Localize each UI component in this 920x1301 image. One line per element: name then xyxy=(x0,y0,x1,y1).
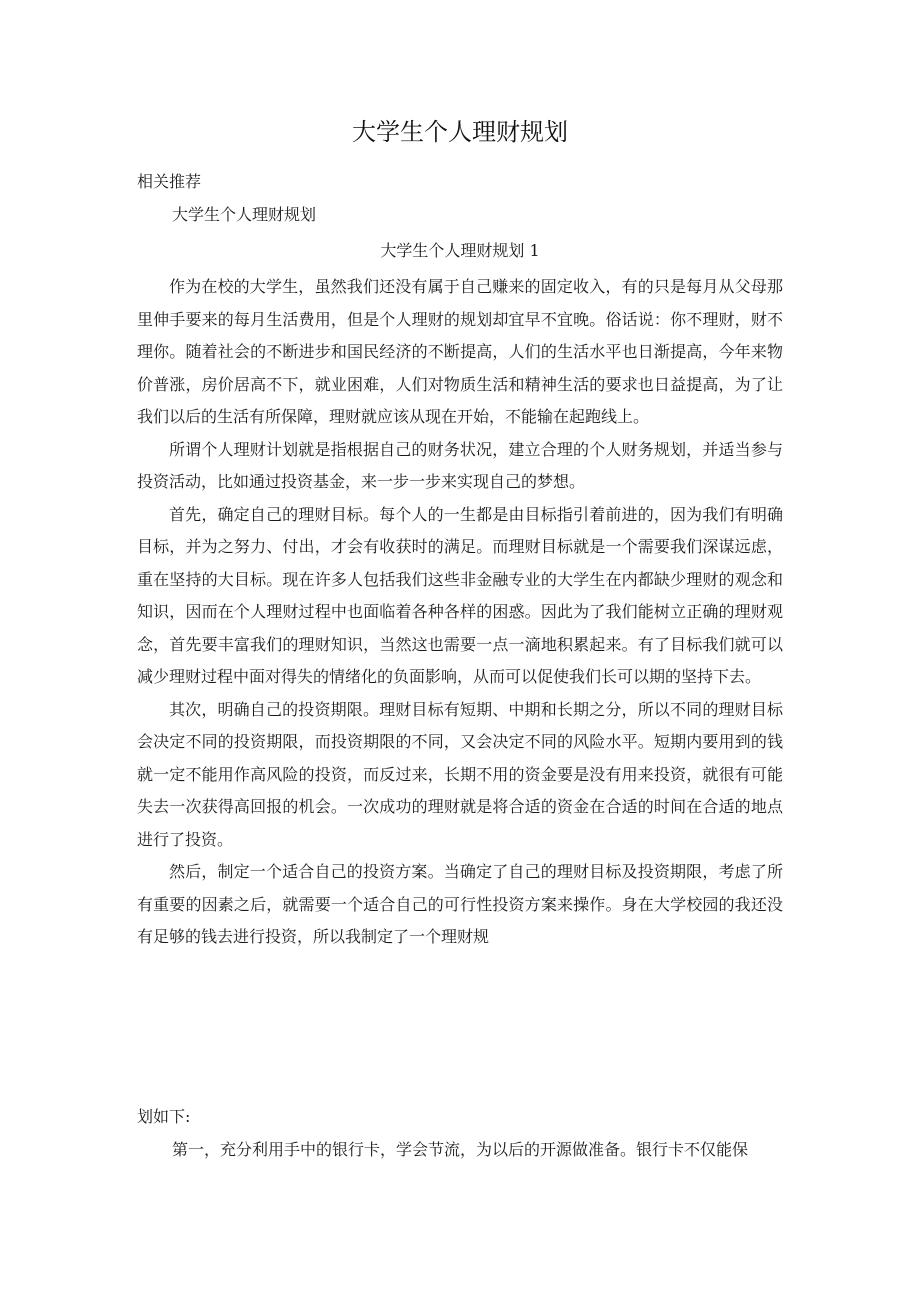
section-heading: 大学生个人理财规划 1 xyxy=(380,241,540,260)
paragraph-last: 第一，充分利用手中的银行卡，学会节流，为以后的开源做准备。银行卡不仅能保 xyxy=(172,1140,749,1159)
paragraph: 其次，明确自己的投资期限。理财目标有短期、中期和长期之分，所以不同的理财目标会决定不同的投资期限，而投资期限的不同，又会决定不同的风险水平。短期内要用到的钱就一定不能用作高风险的投资，而反过来，长期不用的资金要是没有用来投资，就很有可能失去一次获得高回报的机会。一次成功的理财就是将合适的资金在合适的时间在合适的地点进行了投资。 xyxy=(137,699,783,849)
paragraph: 首先，确定自己的理财目标。每个人的一生都是由目标指引着前进的，因为我们有明确目标，并为之努力、付出，才会有收获时的满足。而理财目标就是一个需要我们深谋远虑，重在坚持的大目标。现在许多人包括我们这些非金融专业的大学生在内都缺少理财的观念和知识，因而在个人理财过程中也面临着各种各样的困惑。因此为了我们能树立正确的理财观念，首先要丰富我们的理财知识，当然这也需要一点一滴地积累起来。有了目标我们就可以减少理财过程中面对得失的情绪化的负面影响，从而可以促使我们长可以期的坚持下去。 xyxy=(137,504,783,686)
document-title: 大学生个人理财规划 xyxy=(352,118,568,146)
paragraph: 所谓个人理财计划就是指根据自己的财务状况，建立合理的个人财务规划，并适当参与投资活动，比如通过投资基金，来一步一步来实现自己的梦想。 xyxy=(137,439,783,491)
paragraph: 然后，制定一个适合自己的投资方案。当确定了自己的理财目标及投资期限，考虑了所有重要的因素之后，就需要一个适合自己的可行性投资方案来操作。身在大学校园的我还没有足够的钱去进行投资，所以我制定了一个理财规 xyxy=(137,862,783,946)
continuation-line: 划如下: xyxy=(137,1107,191,1126)
related-label: 相关推荐 xyxy=(137,172,202,191)
related-link[interactable]: 大学生个人理财规划 xyxy=(172,205,317,224)
body-text xyxy=(137,271,783,954)
paragraph: 作为在校的大学生，虽然我们还没有属于自己赚来的固定收入，有的只是每月从父母那里伸手要来的每月生活费用，但是个人理财的规划却宜早不宜晚。俗话说：你不理财，财不理你。随着社会的不断进步和国民经济的不断提高，人们的生活水平也日渐提高，今年来物价普涨，房价居高不下，就业困难，人们对物质生活和精神生活的要求也日益提高，为了让我们以后的生活有所保障，理财就应该从现在开始，不能输在起跑线上。 xyxy=(137,277,783,426)
